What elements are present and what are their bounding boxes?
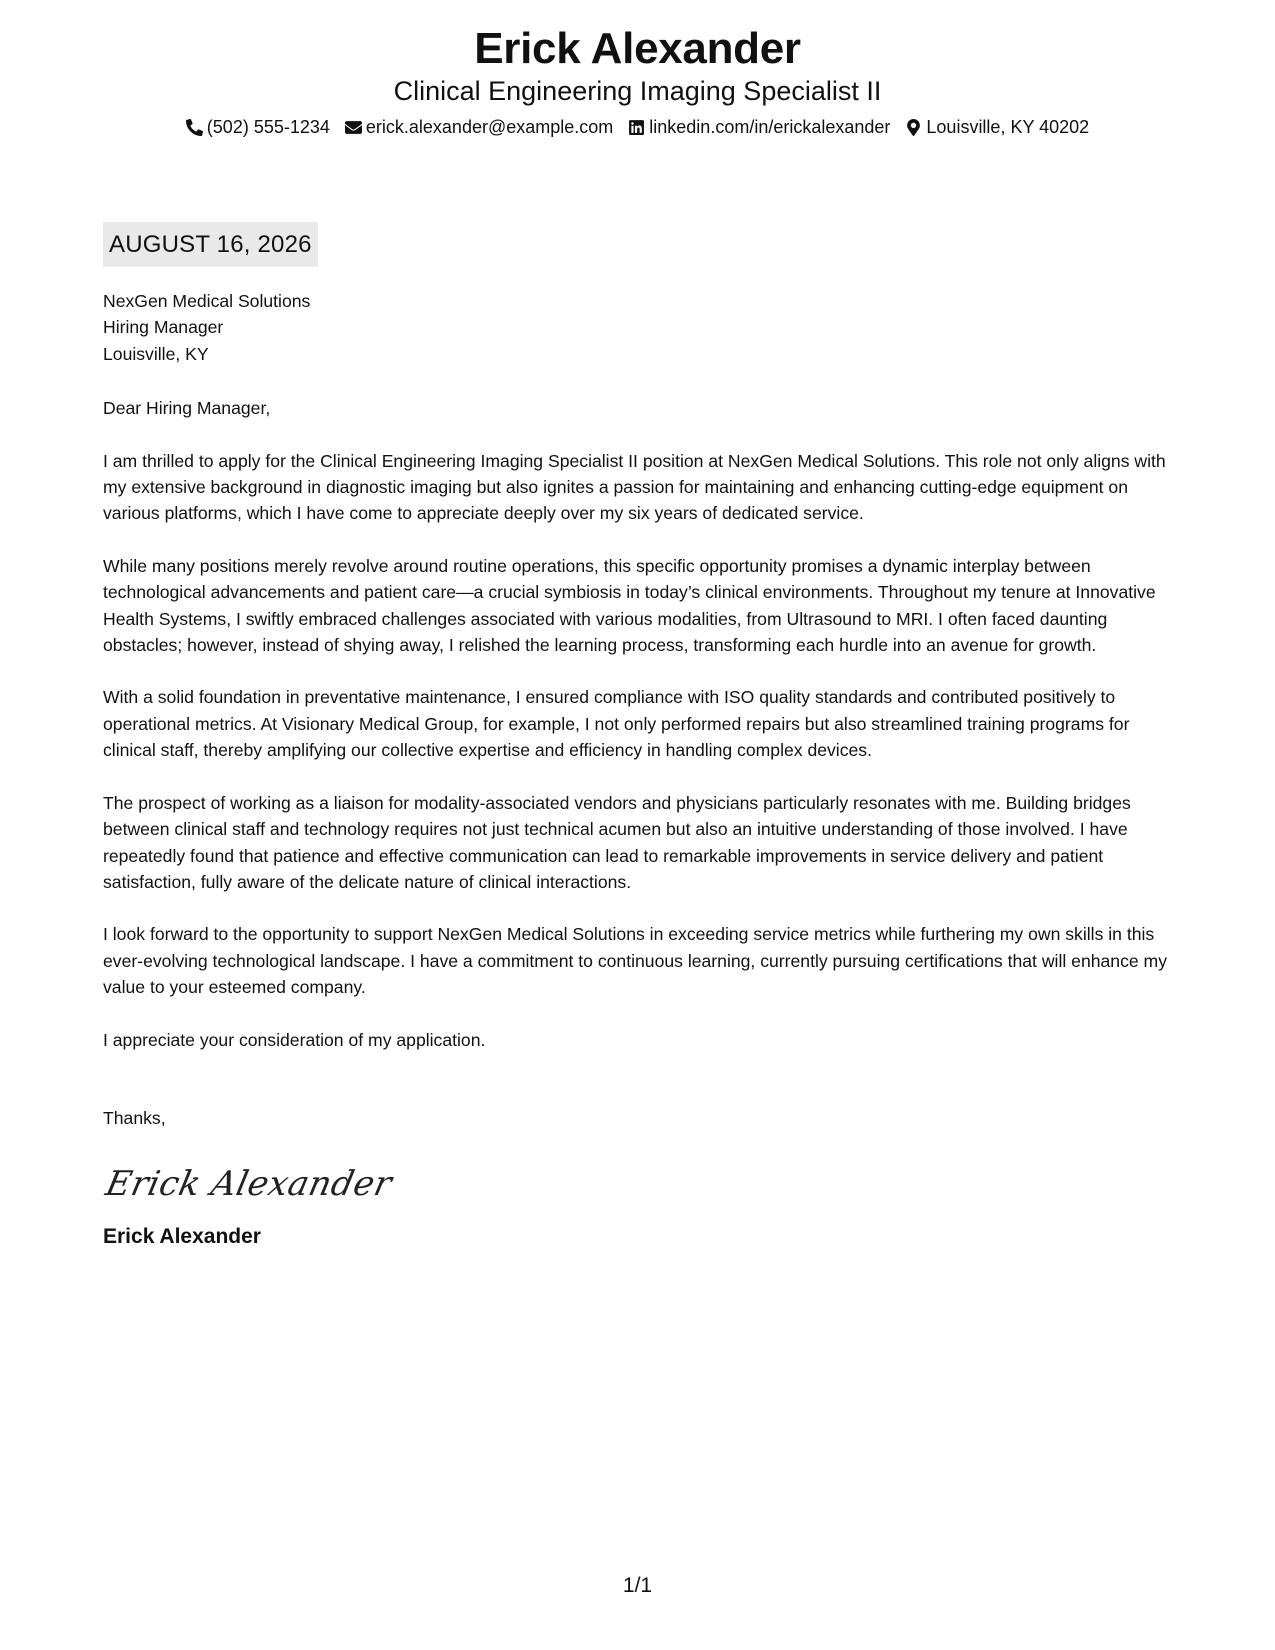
contact-linkedin[interactable] [628, 115, 890, 139]
applicant-title: Clinical Engineering Imaging Specialist II [393, 76, 882, 106]
contact-phone [186, 115, 330, 139]
phone-icon [186, 119, 203, 136]
recipient-company: NexGen Medical Solutions [103, 291, 311, 311]
letter-header [0, 22, 1275, 139]
closing-line: I appreciate your consideration of my application. [103, 1029, 486, 1050]
phone-text: (502) 555-1234 [206, 117, 330, 137]
signer-name: Erick Alexander [103, 1225, 261, 1249]
location-text: Louisville, KY 40202 [926, 117, 1090, 137]
salutation: Dear Hiring Manager, [103, 398, 271, 419]
body-paragraph: With a solid foundation in preventative maintenance, I ensured compliance with ISO quality standards and contributed positively to operational metrics. At Visionary Medical Group, for example, I not only performed repairs but also streamlined training programs for clinical staff, thereby amplifying our collective expertise and efficiency in handling complex devices. [103, 687, 1130, 761]
map-pin-icon [905, 119, 922, 136]
letter-body [103, 288, 1183, 1251]
applicant-name: Erick Alexander [474, 24, 801, 73]
svg-text:Erick Alexander: Erick Alexander [102, 1164, 396, 1205]
contact-email[interactable] [345, 115, 613, 139]
envelope-icon [345, 119, 362, 136]
linkedin-text: linkedin.com/in/erickalexander [649, 117, 891, 137]
recipient-contact: Hiring Manager [103, 317, 224, 338]
page-number: 1/1 [622, 1574, 653, 1597]
linkedin-icon [628, 119, 645, 136]
contact-bar [0, 115, 1275, 139]
letter-date: AUGUST 16, 2026 [103, 222, 318, 267]
body-paragraph: I look forward to the opportunity to support NexGen Medical Solutions in exceeding service metrics while furthering my own skills in this ever-evolving technological landscape. I have a commitment to continuous learning, currently pursuing certifications that will enhance my value to your esteemed company. [103, 924, 1168, 998]
recipient-block [103, 288, 1183, 367]
body-paragraph: I am thrilled to apply for the Clinical Engineering Imaging Specialist II position at NexGen Medical Solutions. This role not only aligns with my extensive background in diagnostic imaging but also ignites a passion for maintaining and enhancing cutting-edge equipment on various platforms, which I have come to appreciate deeply over my six years of dedicated service. [103, 450, 1166, 524]
recipient-location: Louisville, KY [103, 343, 209, 364]
body-paragraph: The prospect of working as a liaison for modality-associated vendors and physicians particularly resonates with me. Building bridges between clinical staff and technology requires not just technical acumen but also an intuitive understanding of those involved. I have repeatedly found that patience and effective communication can lead to remarkable improvements in service delivery and patient satisfaction, fully aware of the delicate nature of clinical interactions. [103, 792, 1131, 892]
signature-graphic [102, 1153, 396, 1213]
sign-off: Thanks, [103, 1107, 166, 1128]
handwritten-signature [103, 1153, 1183, 1213]
body-paragraph: While many positions merely revolve around routine operations, this specific opportunity promises a dynamic interplay between technological advancements and patient care—a crucial symbiosis in today’s clinical environments. Throughout my tenure at Innovative Health Systems, I swiftly embraced challenges associated with various modalities, from Ultrasound to MRI. I often faced daunting obstacles; however, instead of shying away, I relished the learning process, transforming each hurdle into an avenue for growth. [103, 555, 1156, 656]
email-text: erick.alexander@example.com [365, 117, 614, 137]
contact-location [905, 115, 1089, 139]
